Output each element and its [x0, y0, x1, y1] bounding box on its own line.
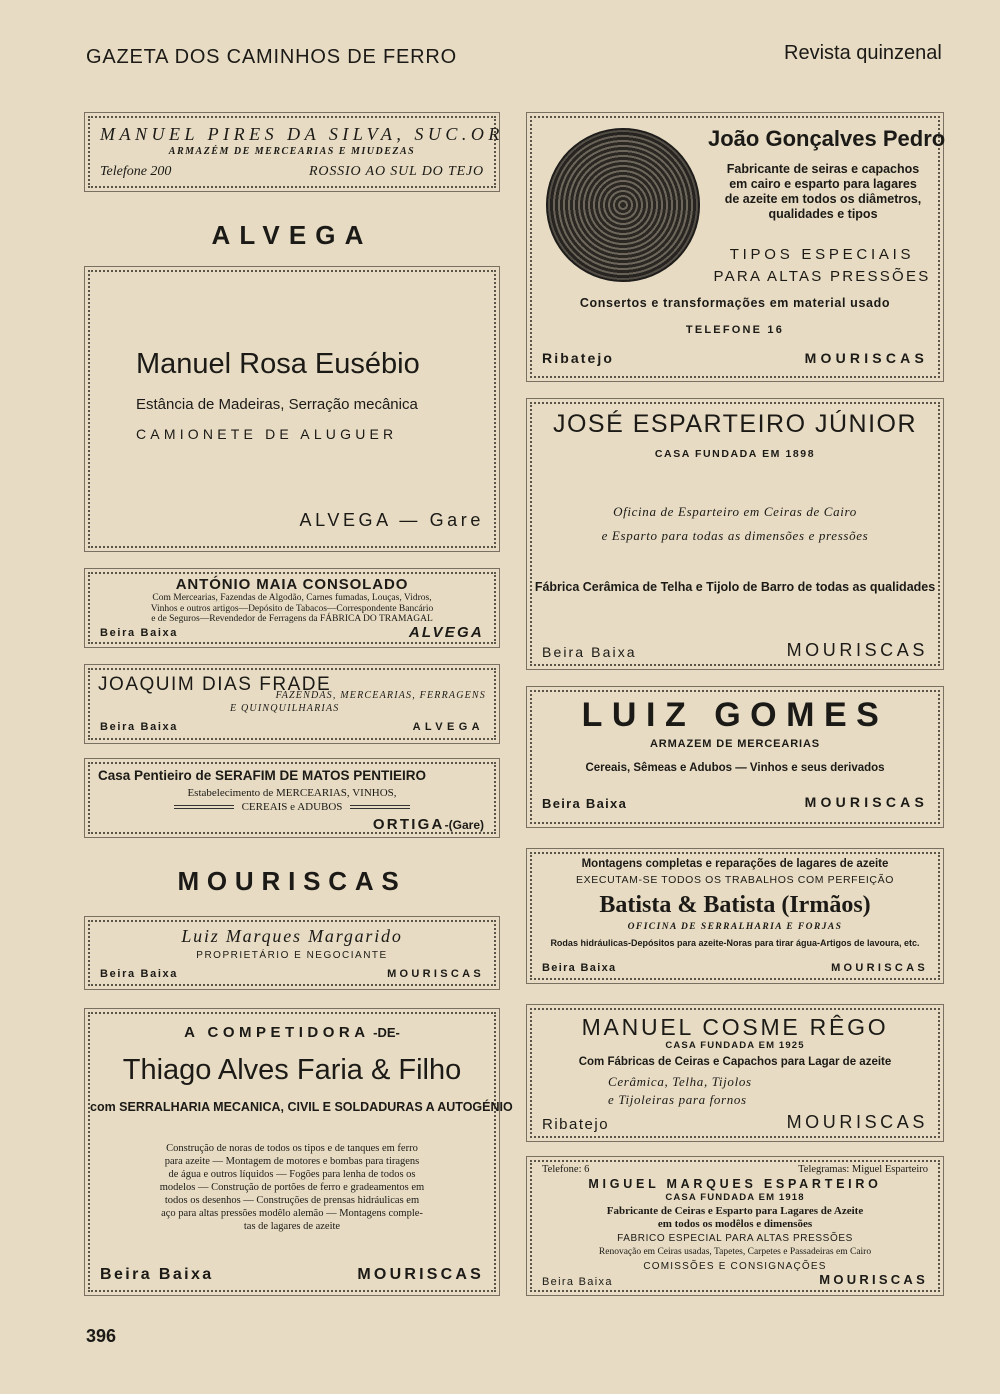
- ad-description-line: Com Mercearias, Fazendas de Algodão, Carnes fumadas, Louças, Vidros,: [152, 593, 432, 603]
- ad-description-line: modelos — Construção de portões de ferro e gradeamentos em: [159, 1182, 425, 1193]
- ad-place: MOURISCAS: [786, 640, 928, 660]
- page-number: 396: [86, 1326, 117, 1346]
- ad-name: Manuel Rosa Eusébio: [136, 348, 420, 380]
- ad-name: MIGUEL MARQUES ESPARTEIRO: [588, 1177, 882, 1191]
- ad-description-line: em cairo e esparto para lagares: [729, 177, 917, 191]
- ad-name: Batista & Batista (Irmãos): [599, 892, 871, 918]
- ad-description-line: Fabricante de seiras e capachos: [726, 162, 920, 176]
- ad-founded: CASA FUNDADA EM 1898: [654, 448, 816, 460]
- ad-tag: A COMPETIDORA: [184, 1024, 370, 1041]
- ad-description: ARMAZEM DE MERCEARIAS: [649, 738, 821, 750]
- ad-region: Beira Baixa: [100, 627, 179, 639]
- ad-place: ALVEGA: [408, 624, 484, 641]
- ad-repairs: Consertos e transformações em material usado: [579, 296, 891, 310]
- ad-region: Ribatejo: [542, 1116, 610, 1133]
- ad-manuel-cosme-rego: [530, 1008, 940, 1138]
- ad-name: MANUEL COSME RÊGO: [581, 1014, 889, 1040]
- ad-place-suffix: -(Gare): [444, 818, 484, 832]
- ad-name: ANTÓNIO MAIA CONSOLADO: [175, 576, 409, 593]
- ad-place: MOURISCAS: [831, 962, 928, 974]
- ad-special-line: TIPOS ESPECIAIS: [729, 246, 915, 263]
- ad-place: MOURISCAS: [786, 1112, 928, 1132]
- ad-description: Estância de Madeiras, Serração mecânica: [136, 396, 418, 413]
- ad-place: MOURISCAS: [387, 968, 484, 980]
- ad-manuel-pires-da-silva: [88, 116, 504, 188]
- ad-description-line: todos os desenhos — Construções de prensas hidráulicas em: [164, 1195, 420, 1206]
- ad-region: Beira Baixa: [100, 721, 179, 733]
- ad-description-line: e Tijoleiras para fornos: [608, 1092, 747, 1107]
- ad-telegrams: Telegramas: Miguel Esparteiro: [798, 1164, 928, 1175]
- ad-special: FABRICO ESPECIAL PARA ALTAS PRESSÕES: [617, 1233, 853, 1244]
- ad-renovation: Renovação em Ceiras usadas, Tapetes, Carpetes e Passadeiras em Cairo: [598, 1247, 872, 1257]
- ad-name: MANUEL PIRES DA SILVA, SUC.OR: [100, 124, 504, 144]
- ad-description-line: Estabelecimento de MERCEARIAS, VINHOS,: [187, 787, 397, 799]
- ad-a-competidora: [88, 1012, 513, 1292]
- ad-founded: CASA FUNDADA EM 1925: [665, 1040, 805, 1051]
- ad-description-line: Fabricante de Ceiras e Esparto para Lagares de Azeite: [606, 1205, 864, 1217]
- esparto-mat-illustration: [546, 128, 700, 282]
- ad-header-line: Montagens completas e reparações de lagares de azeite: [581, 858, 889, 870]
- ad-place-line: [373, 816, 484, 833]
- ad-description-line: Construção de noras de todos os tipos e de tanques em ferro: [166, 1143, 418, 1154]
- ad-description-line: Cerâmica, Telha, Tijolos: [608, 1074, 752, 1089]
- ad-description-line: de água e outros líquidos — Fogões para lenha de todos os: [168, 1169, 416, 1180]
- ad-name: Luiz Marques Margarido: [181, 926, 403, 946]
- ad-name: JOSÉ ESPARTEIRO JÚNIOR: [552, 410, 918, 438]
- ad-description-line: Vinhos e outros artigos—Depósito de Tabacos—Correspondente Bancário: [150, 603, 434, 614]
- ad-products: Rodas hidráulicas-Depósitos para azeite-Noras para tirar água-Artigos de lavoura, etc.: [550, 938, 920, 948]
- ad-tag-line: [90, 1024, 494, 1041]
- ad-region: Ribatejo: [542, 350, 615, 366]
- ad-description-line: aço para altas pressões modêlo alemão — Montagens comple-: [161, 1208, 423, 1219]
- ad-description: Com Fábricas de Ceiras e Capachos para Lagar de azeite: [578, 1056, 892, 1068]
- ad-description-line: para azeite — Montagem de motores e bombas para tiragens: [164, 1156, 420, 1167]
- page-header-subtitle: Revista quinzenal: [784, 42, 942, 64]
- ad-phone: TELEFONE 16: [685, 324, 785, 336]
- ad-description-line: E QUINQUILHARIAS: [230, 703, 340, 714]
- ad-region: Beira Baixa: [542, 962, 617, 974]
- ad-miguel-marques-esparteiro: [530, 1160, 940, 1292]
- ad-name: Casa Pentieiro de SERAFIM DE MATOS PENTIEIRO: [98, 768, 427, 783]
- ad-subtitle: com SERRALHARIA MECANICA, CIVIL E SOLDADURAS A AUTOGÉNIO: [90, 1100, 513, 1114]
- ad-joaquim-dias-frade: [88, 668, 496, 740]
- ad-jose-esparteiro-junior: [530, 402, 940, 666]
- ad-name: LUIZ GOMES: [581, 696, 889, 734]
- ad-place: MOURISCAS: [804, 794, 928, 810]
- ad-description-line: [90, 801, 494, 813]
- ad-description-line: e Esparto para todas as dimensões e pressões: [601, 528, 869, 543]
- ad-phone: Telefone 200: [100, 164, 172, 179]
- ad-description-line: qualidades e tipos: [768, 207, 878, 221]
- ad-goods: Cereais, Sêmeas e Adubos — Vinhos e seus derivados: [585, 762, 885, 774]
- ad-region: Beira Baixa: [100, 968, 179, 980]
- ad-factory: Fábrica Cerâmica de Telha e Tijolo de Barro de todas as qualidades: [534, 580, 936, 594]
- ad-description-line: FAZENDAS, MERCEARIAS, FERRAGENS: [275, 690, 486, 701]
- ad-place: ROSSIO AO SUL DO TEJO: [308, 164, 484, 179]
- ad-joao-goncalves-pedro: [530, 116, 946, 378]
- ad-region: Beira Baixa: [100, 1266, 214, 1283]
- ad-luiz-gomes: [530, 690, 940, 824]
- ad-description: [90, 593, 494, 625]
- ad-description: [90, 1142, 494, 1233]
- ad-name: Thiago Alves Faria & Filho: [122, 1054, 462, 1086]
- ad-region: Beira Baixa: [542, 1276, 613, 1288]
- ad-description-line: Oficina de Esparteiro em Ceiras de Cairo: [613, 504, 857, 519]
- ad-special-line: PARA ALTAS PRESSÕES: [713, 268, 931, 285]
- ad-description-line: tas de lagares de azeite: [243, 1221, 341, 1232]
- ad-header-line: EXECUTAM-SE TODOS OS TRABALHOS COM PERFEIÇÃO: [575, 874, 895, 886]
- ad-description-line: de azeite em todos os diâmetros,: [724, 192, 922, 206]
- ad-description: OFICINA DE SERRALHARIA E FORJAS: [627, 922, 843, 932]
- ad-name: JOAQUIM DIAS FRADE: [98, 674, 332, 695]
- ad-place: MOURISCAS: [819, 1272, 928, 1287]
- ad-tag-suffix: -DE-: [373, 1025, 400, 1040]
- ad-description: PROPRIETÁRIO E NEGOCIANTE: [196, 950, 388, 961]
- ad-manuel-rosa-eusebio: [88, 270, 496, 548]
- ad-casa-pentieiro: [88, 762, 496, 834]
- ad-batista-e-batista: [530, 852, 940, 980]
- ad-place: ORTIGA: [372, 816, 445, 833]
- ad-luiz-marques-margarido: [88, 920, 496, 986]
- ad-place: MOURISCAS: [357, 1266, 484, 1283]
- ad-description-line: em todos os modêlos e dimensões: [657, 1218, 813, 1230]
- decor-double-rule: [174, 805, 234, 809]
- ad-description-text: CEREAIS e ADUBOS: [241, 801, 343, 813]
- ad-place: ALVEGA — Gare: [299, 510, 484, 530]
- ad-place: ALVEGA: [412, 721, 484, 733]
- section-heading-mouriscas: MOURISCAS: [177, 866, 407, 896]
- ad-service: CAMIONETE DE ALUGUER: [136, 426, 398, 442]
- ad-description: ARMAZÉM DE MERCEARIAS E MIUDEZAS: [168, 146, 416, 157]
- ad-place: MOURISCAS: [804, 350, 928, 366]
- ad-region: Beira Baixa: [542, 796, 628, 811]
- ad-phone: Telefone: 6: [542, 1164, 590, 1175]
- ad-founded: CASA FUNDADA EM 1918: [665, 1192, 805, 1203]
- ad-antonio-maia-consolado: [88, 572, 496, 644]
- ad-description-line: e de Seguros—Revendedor de Ferragens da FÁBRICA DO TRAMAGAL: [151, 614, 433, 624]
- ad-name: João Gonçalves Pedro: [708, 126, 946, 151]
- page-header-title: GAZETA DOS CAMINHOS DE FERRO: [86, 46, 457, 68]
- ad-description: [708, 162, 938, 222]
- ad-region: Beira Baixa: [542, 644, 637, 660]
- section-heading-alvega: ALVEGA: [211, 220, 373, 250]
- decor-double-rule: [350, 805, 410, 809]
- ad-commissions: COMISSÕES E CONSIGNAÇÕES: [643, 1261, 827, 1272]
